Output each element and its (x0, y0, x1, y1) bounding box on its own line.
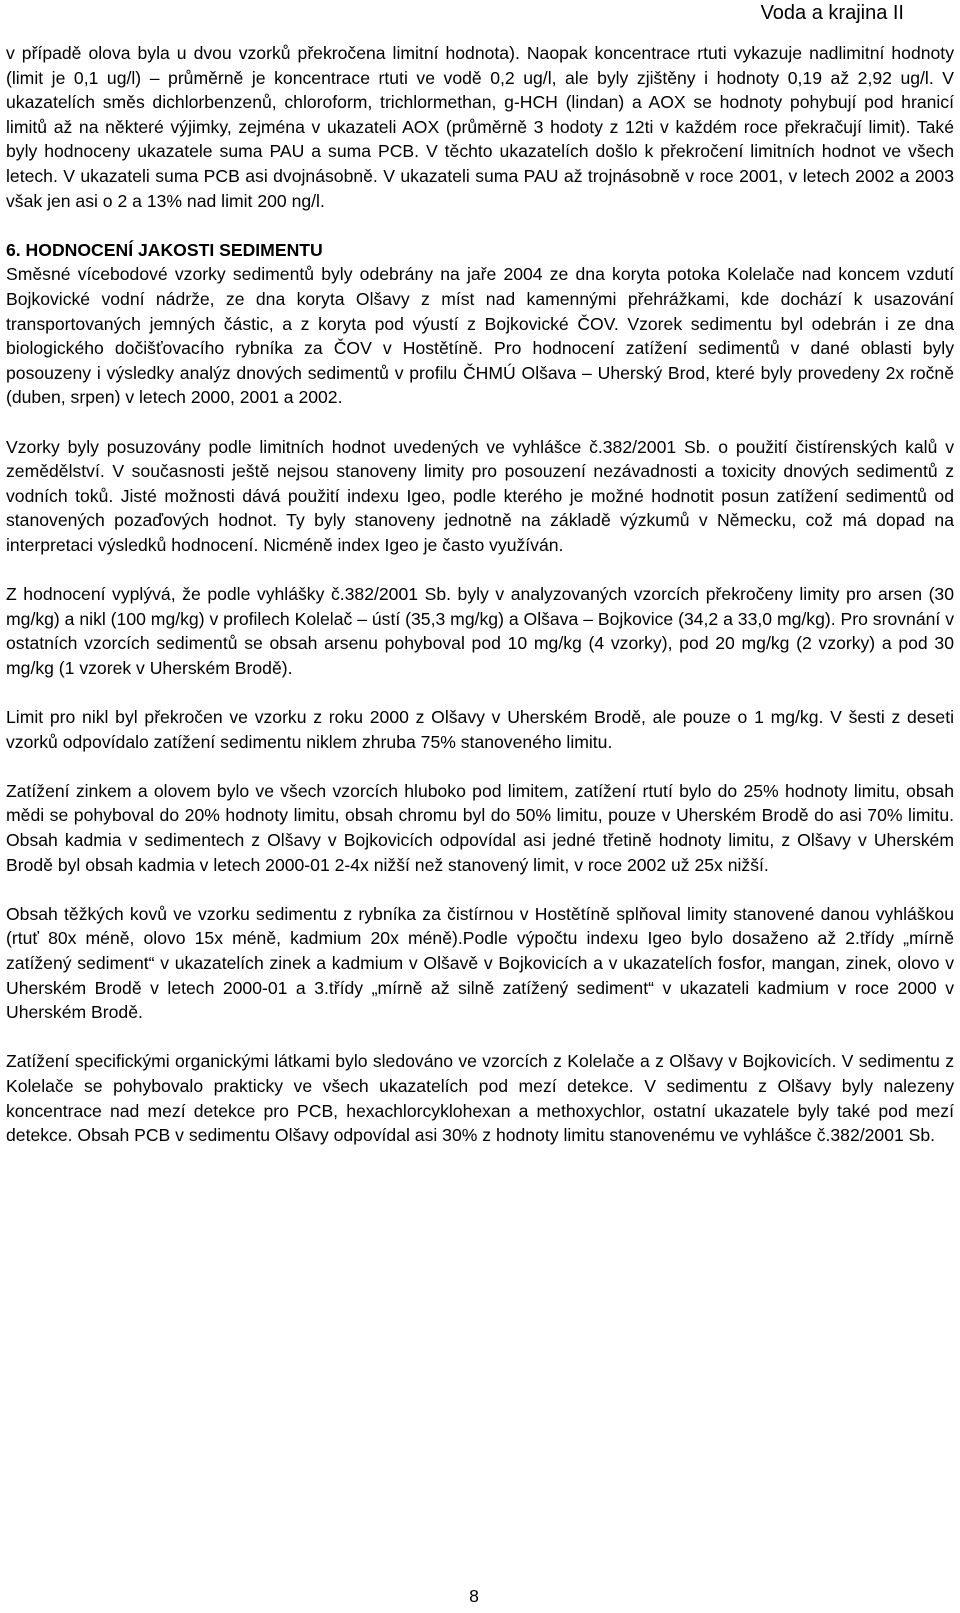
paragraph-pond-sediment-igeo: Obsah těžkých kovů ve vzorku sedimentu z rybníka za čistírnou v Hostětíně splňoval limity stanovené danou vyhláškou (rtuť 80x méně, olovo 15x méně, kadmium 20x méně).Podle výpočtu indexu Igeo bylo dosaženo až 2.třídy „mírně zatížený sediment“ v ukazatelích zinek a kadmium v Olšavě v Bojkovicích a v ukazatelích fosfor, mangan, zinek, olovo v Uherském Brodě v letech 2000-01 a 3.třídy „mírně až silně zatížený sediment“ v ukazateli kadmium v roce 2000 v Uherském Brodě. (6, 903, 954, 1023)
section-heading-sediment-quality: 6. HODNOCENÍ JAKOSTI SEDIMENTU (6, 239, 323, 260)
paragraph-limit-assessment: Vzorky byly posuzovány podle limitních hodnot uvedených ve vyhlášce č.382/2001 Sb. o použití čistírenských kalů v zemědělství. V současnosti ještě nejsou stanoveny limity pro posouzení nezávadnosti a toxicity dnových sedimentů z vodních toků. Jisté možnosti dává použití indexu Igeo, podle kterého je možné hodnotit posun zatížení sedimentů od stanovených pozaďových hodnot. Ty byly stanoveny jednotně na základě výzkumů v Německu, což má dopad na interpretaci výsledků hodnocení. Nicméně index Igeo je často využíván. (6, 436, 954, 555)
paragraph-nickel-limit: Limit pro nikl byl překročen ve vzorku z roku 2000 z Olšavy v Uherském Brodě, ale pouze o 1 mg/kg. V šesti z deseti vzorků odpovídalo zatížení sedimentu niklem zhruba 75% stanoveného limitu. (6, 707, 954, 752)
page-number: 8 (469, 1586, 479, 1606)
paragraph-water-quality-continuation: v případě olova byla u dvou vzorků překročena limitní hodnota). Naopak koncentrace rtuti vykazuje nadlimitní hodnoty (limit je 0,1 ug/l) – průměrně je koncentrace rtuti ve vodě 0,2 ug/l, ale byly zjištěny i hodnoty 0,19 až 2,92 ug/l. V ukazatelích směs dichlorbenzenů, chloroform, trichlormethan, g-HCH (lindan) a AOX se hodnoty pohybují pod hranicí limitů až na některé výjimky, zejména v ukazateli AOX (průměrně 3 hodoty z 12ti v každém roce překračují limit). Také byly hodnoceny ukazatele suma PAU a suma PCB. V těchto ukazatelích došlo k překročení limitních hodnot ve všech letech. V ukazateli suma PCB asi dvojnásobně. V ukazateli suma PAU až trojnásobně v roce 2001, v letech 2002 a 2003 však jen asi o 2 a 13% nad limit 200 ng/l. (6, 43, 954, 211)
document-body (6, 41, 954, 1148)
paragraph-organic-substances: Zatížení specifickými organickými látkami bylo sledováno ve vzorcích z Kolelače a z Olšavy v Bojkovicích. V sedimentu z Kolelače se pohybovalo prakticky ve všech ukazatelích pod mezí detekce. V sedimentu z Olšavy byly nalezeny koncentrace nad mezí detekce pro PCB, hexachlorcyklohexan a methoxychlor, ostatní ukazatele byly také pod mezí detekce. Obsah PCB v sedimentu Olšavy odpovídal asi 30% z hodnoty limitu stanovenému ve vyhlášce č.382/2001 Sb. (6, 1051, 954, 1146)
paragraph-heavy-metals-load: Zatížení zinkem a olovem bylo ve všech vzorcích hluboko pod limitem, zatížení rtutí bylo do 25% hodnoty limitu, obsah mědi se pohyboval do 20% hodnoty limitu, obsah chromu byl do 50% limitu, pouze v Uherském Brodě do asi 70% limitu. Obsah kadmia v sedimentech z Olšavy v Bojkovicích odpovídal asi jedné třetině hodnoty limitu, z Olšavy v Uherském Brodě byl obsah kadmia v letech 2000-01 2-4x nižší než stanovený limit, v roce 2002 už 25x nižší. (6, 780, 954, 875)
paragraph-arsenic-nickel-results: Z hodnocení vyplývá, že podle vyhlášky č.382/2001 Sb. byly v analyzovaných vzorcích překročeny limity pro arsen (30 mg/kg) a nikl (100 mg/kg) v profilech Kolelač – ústí (35,3 mg/kg) a Olšava – Bojkovice (34,2 a 33,0 mg/kg). Pro srovnání v ostatních vzorcích sedimentů se obsah arsenu pohyboval pod 10 mg/kg (4 vzorky), pod 20 mg/kg (2 vzorky) a pod 30 mg/kg (1 vzorek v Uherském Brodě). (6, 584, 954, 678)
paragraph-sediment-sampling: Směsné vícebodové vzorky sedimentů byly odebrány na jaře 2004 ze dna koryta potoka Kolelače nad koncem vzdutí Bojkovické vodní nádrže, ze dna koryta Olšavy z míst nad kamennými přehrážkami, kde dochází k usazování transportovaných jemných částic, a z koryta pod výustí z Bojkovické ČOV. Vzorek sedimentu byl odebrán i ze dna biologického dočišťovacího rybníka za ČOV v Hostětíně. Pro hodnocení zatížení sedimentů v dané oblasti byly posouzeny i výsledky analýz dnových sedimentů v profilu ČHMÚ Olšava – Uherský Brod, které byly provedeny 2x ročně (duben, srpen) v letech 2000, 2001 a 2002. (6, 264, 954, 408)
running-header: Voda a krajina II (760, 2, 904, 24)
